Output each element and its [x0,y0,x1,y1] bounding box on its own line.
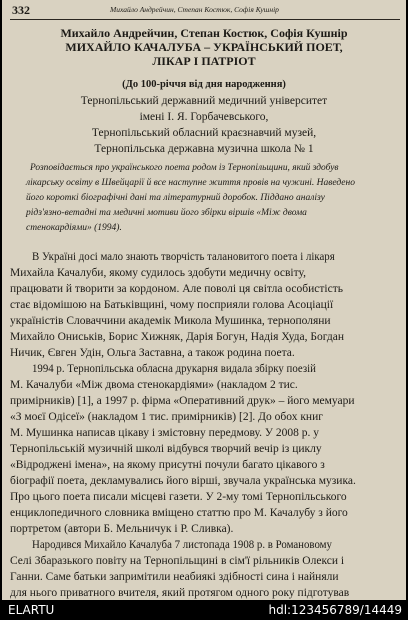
body-line: М. Мушинка написав цікаву і змістовну передмову. У 2008 р. у [10,427,320,439]
body-line: «З моєї Одісеї» (накладом 1 тис. примірників) [2]. До обох книг [10,411,323,423]
body-line: Михайло Ониськів, Борис Хижняк, Дарія Богун, Надія Худа, Богдан [10,331,344,343]
body-line: Михайла Качалуби, якому судилось здобути медичну освіту, [10,267,306,279]
abstract-line: Розповідається про українського поета родом із Тернопільщини, який здобув [30,163,339,173]
running-header [12,3,398,19]
body-line: енциклопедичного словника вміщено статтю про М. Качалубу з його [10,507,348,519]
repository-label: ELARTU [8,603,55,617]
body-line: Тернопільській музичній школі відбувся творчий вечір із циклу [10,443,322,455]
body-line: Народився Михайло Качалуба 7 листопада 1908 р. в Романовому [32,539,332,551]
abstract-line: лікарську освіту в Швейцарії й все наступне життя провів на чужині. Наведено [26,178,355,188]
handle-label: hdl:123456789/14449 [268,603,402,617]
body-line: україністів Словаччини академік Микола Мушинка, тернополяни [10,315,331,327]
body-line: В Україні досі мало знають творчість талановитого поета і лікаря [32,251,335,263]
affiliation-line: Тернопільський обласний краєзнавчий музей, [91,127,317,139]
article-subtitle: (До 100-річчя від дня народження) [122,79,286,90]
abstract-line: стенокардіями» (1994). [26,223,122,233]
body-line: портретом (автори Б. Мельничук і Р. Сливка). [10,523,234,535]
article-authors: Михайло Андрейчин, Степан Костюк, Софія Кушнір [60,26,348,40]
body-line: 1994 р. Тернопільська обласна друкарня видала збірку поезій [32,363,316,375]
running-head: Михайло Андрейчин, Степан Костюк, Софія Кушнір [110,5,279,14]
body-line: Селі Збаразького повіту на Тернопільщині в сім'ї рільників Олекси і [10,555,345,567]
body-line: М. Качалуби «Між двома стенокардіями» (накладом 2 тис. [10,379,298,391]
body-line: біографії поета, декламувались його вірші, звучала українська музика. [10,475,356,487]
body-line: для нього приватного вчителя, який протягом одного року підготував [10,587,350,599]
affiliation-line: Тернопільський державний медичний університет [80,95,328,107]
body-line: Ганни. Саме батьки запримітили неабиякі здібності сина і найняли [10,571,339,583]
body-line: примірників) [1], а 1997 р. фірма «Оперативний друк» – його мемуари [10,395,355,407]
body-line: стає відомішою на Батьківщині, чому посприяли голова Асоціації [10,299,334,311]
article-title-line: ЛІКАР І ПАТРІОТ [152,54,256,68]
abstract-line: рідз'язно-ветадні та медичні мотиви його збірки віршів «Між двома [26,208,307,218]
abstract-line: його короткі біографічні дані та літературний доробок. Піддано аналізу [26,193,325,203]
page-number: 332 [12,3,30,17]
affiliation-line: імені І. Я. Горбачевського, [139,111,269,123]
body-line: Про цього поета писали місцеві газети. У 2-му томі Тернопільського [10,491,347,503]
body-line: працювати й творити за кордоном. Але поволі ця світла особистість [10,283,343,295]
header-rule [10,19,400,20]
affiliation-line: Тернопільська державна музична школа № 1 [94,143,314,155]
body-line: Ничик, Євген Удін, Ольга Заставна, а також родина поета. [10,347,295,359]
article-title-line: МИХАЙЛО КАЧАЛУБА – УКРАЇНСЬКИЙ ПОЕТ, [65,40,343,54]
body-line: «Відроджені імена», на якому присутні почули багато цікавого з [10,459,325,471]
scanned-page [2,0,406,600]
